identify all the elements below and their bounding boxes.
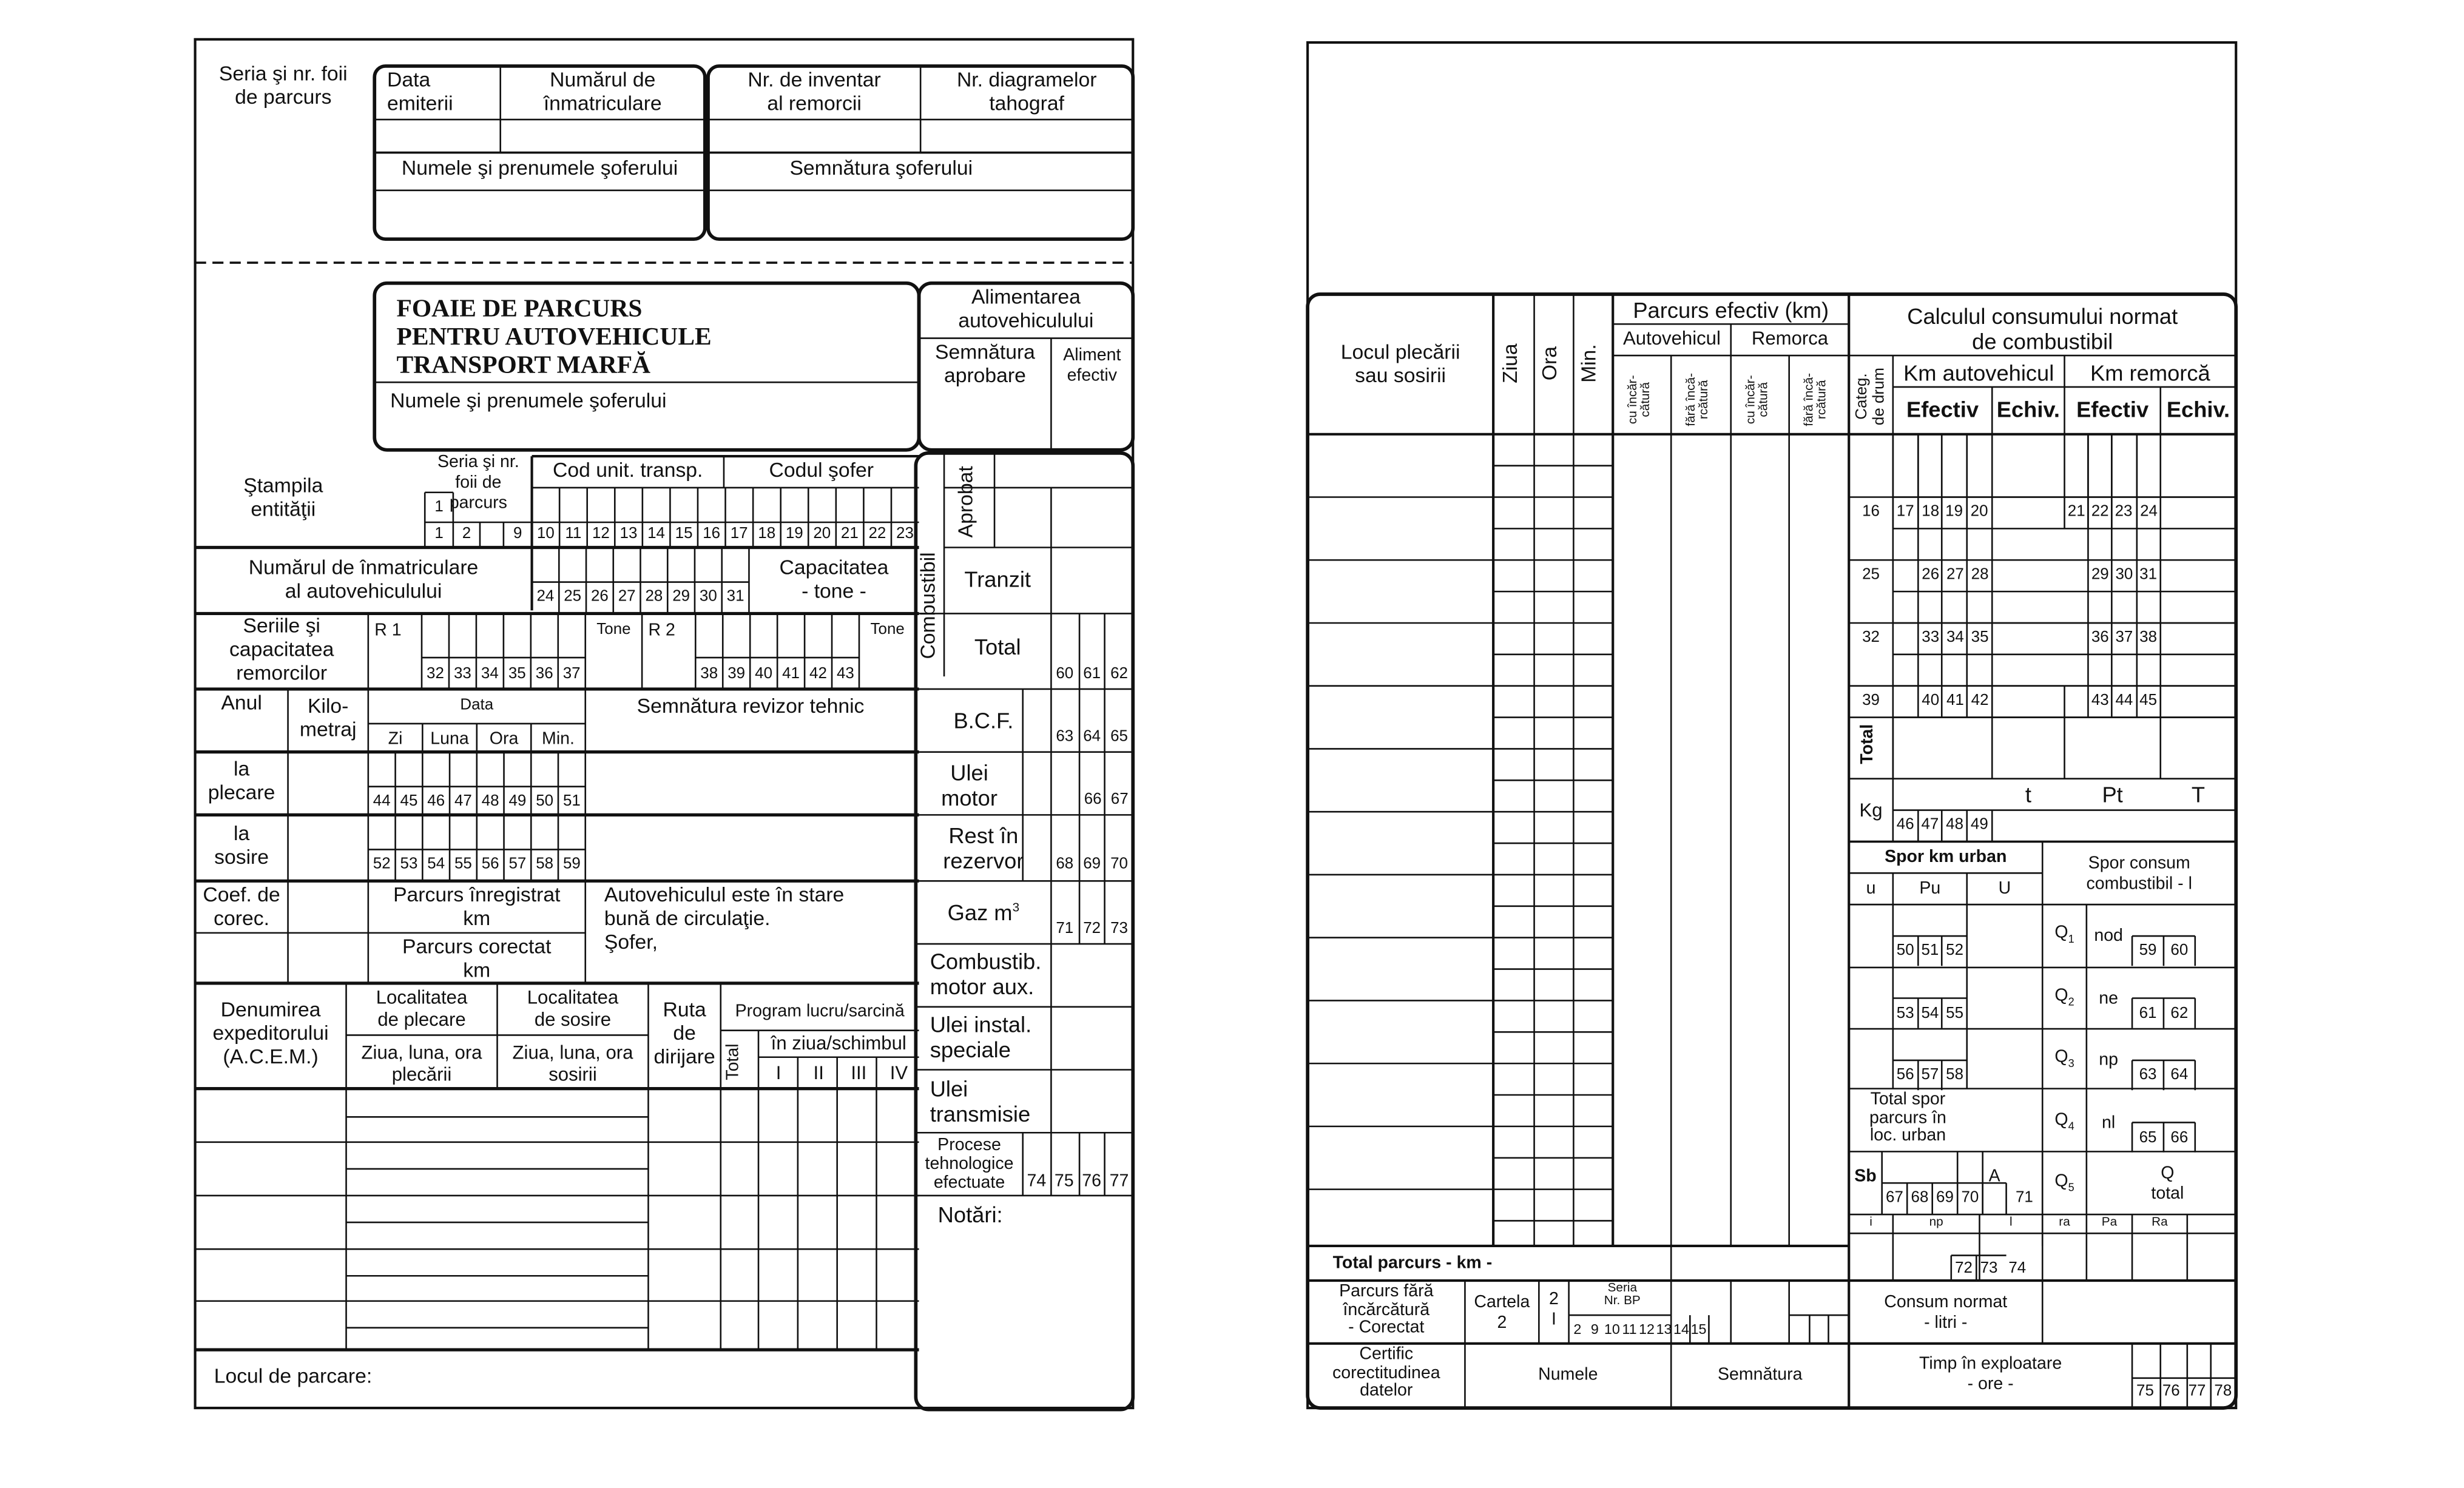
code-2: 2 <box>462 525 471 543</box>
date-column-label: Min. <box>542 730 575 749</box>
date-column-label: Ora <box>489 730 519 749</box>
title-driver-name: Numele şi prenumele şoferului <box>390 388 667 412</box>
series-bp-number: 13 <box>1656 1321 1672 1338</box>
urban-km-label: Spor km urban <box>1885 847 2007 867</box>
urban-number: 58 <box>1946 1066 1964 1084</box>
code-number: 21 <box>840 525 859 543</box>
time-number: 75 <box>2136 1382 2154 1401</box>
bottom-label: i <box>1869 1214 1872 1229</box>
route-total-label: Total <box>723 1043 743 1080</box>
trailer-km-number: 30 <box>2115 566 2133 584</box>
road-category-number: 16 <box>1862 503 1880 521</box>
vehicle-numbers <box>532 588 749 606</box>
gas-unit: Gaz m <box>947 900 1013 925</box>
tone2-label: Tone <box>870 621 905 639</box>
departure-number: 49 <box>508 793 527 810</box>
code-number: 22 <box>868 525 886 543</box>
processes-label: Procese tehnologice efectuate <box>925 1136 1014 1193</box>
correction-coef-label: Coef. de corec. <box>203 882 280 930</box>
fuel-number: 63 <box>1056 728 1074 746</box>
vehicle-number: 26 <box>590 588 609 606</box>
fuel-number: 65 <box>1110 728 1128 746</box>
vehicle-km-number: 19 <box>1945 503 1963 521</box>
pt-label: Pt <box>2102 781 2123 807</box>
corrected-km-label: Parcurs corectat km <box>402 934 552 982</box>
vehicle-registration-label: Numărul de înmatriculare al autovehiculului <box>248 555 479 603</box>
sb-number: 69 <box>1936 1189 1954 1207</box>
series-bp-numbers <box>1569 1321 1707 1337</box>
actual-supply-label: Aliment efectiv <box>1063 346 1121 385</box>
routing-label: Ruta de dirijare <box>653 997 715 1068</box>
q-letter: Q <box>2054 1048 2068 1067</box>
bottom-label: Pa <box>2101 1214 2118 1229</box>
fuel-number: 69 <box>1083 855 1101 874</box>
kg-label: Kg <box>1859 799 1883 821</box>
fuel-number: 73 <box>1110 920 1128 938</box>
trailer-km-number: 45 <box>2139 692 2158 710</box>
certify-label: Certific corectitudinea datelor <box>1332 1345 1440 1401</box>
date-emission-label: Data emiterii <box>386 67 453 115</box>
total-km-label: Total parcurs - km - <box>1332 1253 1493 1273</box>
fuel-supply-title: Alimentarea autovehiculului <box>958 284 1094 332</box>
driver-signature-field[interactable] <box>708 192 1133 239</box>
q-sublabel: nl <box>2102 1113 2116 1132</box>
shift-label: II <box>813 1062 824 1084</box>
vehicle-km-number: 41 <box>1946 692 1964 710</box>
road-category-number: 39 <box>1862 692 1880 710</box>
fuel-label: Combustibil <box>916 552 940 659</box>
trailer-number: 41 <box>782 665 800 683</box>
code-number: 19 <box>785 525 803 543</box>
driver-name-label: Numele şi prenumele şoferului <box>401 155 678 180</box>
year-label: Anul <box>221 690 262 715</box>
date-columns <box>368 730 586 749</box>
vehicle-km-number: 42 <box>1971 692 1989 710</box>
q-total-label: Q total <box>2151 1164 2184 1204</box>
vehicle-unloaded-label: fără încă- rcătură <box>1683 372 1712 426</box>
vehicle-km-number: 27 <box>1946 566 1964 584</box>
road-category-number: 32 <box>1862 629 1880 647</box>
trailer-km-number: 31 <box>2139 566 2158 584</box>
bottom-number: 72 <box>1955 1260 1973 1278</box>
series-bp-number: 2 <box>1573 1321 1582 1338</box>
tank-rest-numbers <box>1051 856 1133 874</box>
trailer-inventory-label: Nr. de inventar al remorcii <box>748 67 881 115</box>
fuel-number: 77 <box>1109 1172 1129 1191</box>
inspector-signature-label: Semnătura revizor tehnic <box>636 693 865 718</box>
time-number: 76 <box>2162 1382 2180 1401</box>
departure-numbers <box>368 793 586 810</box>
code-numbers <box>532 525 919 543</box>
shift-label: III <box>851 1062 867 1084</box>
trailer-number: 43 <box>836 665 854 683</box>
min-label: Min. <box>1576 344 1601 383</box>
fuel-number: 64 <box>1083 728 1101 746</box>
kg-number: 49 <box>1970 816 1988 834</box>
road-category-number: 25 <box>1862 566 1880 584</box>
q-sublabel: ne <box>2099 988 2119 1008</box>
arrival-locality-label: Localitatea de sosire <box>527 986 619 1031</box>
bottom-label: ra <box>2059 1214 2070 1229</box>
shift-label: IV <box>889 1062 908 1084</box>
code-1: 1 <box>434 525 444 543</box>
day-label: Ziua <box>1497 343 1522 383</box>
trailer-number: 38 <box>700 665 718 683</box>
capacity-label: Capacitatea - tone - <box>779 555 889 603</box>
a-number: 71 <box>2015 1189 2033 1207</box>
fuel-number: 60 <box>1056 665 1074 683</box>
departure-number: 50 <box>536 793 554 810</box>
code-number: 10 <box>536 525 555 543</box>
arrival-label: la sosire <box>214 821 269 869</box>
km-label: Kilo- metraj <box>299 693 357 741</box>
series-number-header: Seria şi nr. foii de parcurs <box>437 453 519 514</box>
sender-label: Denumirea expeditorului (A.C.E.M.) <box>212 997 329 1068</box>
r1-label: R 1 <box>374 621 402 641</box>
series-bp-number: 9 <box>1590 1321 1599 1338</box>
kg-number: 46 <box>1896 816 1914 834</box>
q-label <box>2042 1110 2087 1134</box>
code-number: 18 <box>758 525 776 543</box>
code-number: 15 <box>675 525 693 543</box>
trailer-km-number: 36 <box>2091 629 2109 647</box>
trailer-km-number: 29 <box>2091 566 2109 584</box>
q-number: 62 <box>2170 1004 2189 1022</box>
arrival-numbers <box>368 856 586 874</box>
q-label <box>2042 1172 2087 1196</box>
time-numbers <box>2132 1383 2236 1401</box>
trailer-number: 42 <box>809 665 827 683</box>
q-subscript: 3 <box>2068 1059 2074 1070</box>
registration-label: Numărul de înmatriculare <box>543 67 662 115</box>
q-number: 61 <box>2139 1004 2157 1022</box>
trailer-km-number: 21 <box>2067 503 2085 521</box>
date-column-label: Luna <box>430 730 469 749</box>
vehicle-km-number: 20 <box>1970 503 1988 521</box>
q-number: 63 <box>2139 1066 2157 1084</box>
time-number: 78 <box>2214 1382 2232 1401</box>
notes-label: Notări: <box>937 1202 1003 1227</box>
sb-label: Sb <box>1854 1167 1877 1187</box>
fuel-number: 62 <box>1110 665 1128 683</box>
fuel-number: 72 <box>1083 920 1101 938</box>
departure-number: 47 <box>454 793 472 810</box>
sb-number: 67 <box>1886 1189 1903 1207</box>
total-fuel-label: Total <box>974 634 1021 659</box>
km-trailer-label: Km remorcă <box>2090 360 2210 386</box>
urban-number: 57 <box>1921 1066 1939 1084</box>
q-subscript: 5 <box>2068 1183 2074 1194</box>
departure-number: 45 <box>400 793 418 810</box>
fuel-number: 70 <box>1110 855 1128 874</box>
sb-number: 68 <box>1911 1189 1929 1207</box>
tone1-label: Tone <box>596 621 631 639</box>
km-vehicle-label: Km autovehicul <box>1903 360 2054 386</box>
aux-fuel-label: Combustib. motor aux. <box>930 948 1042 1000</box>
fuel-number: 76 <box>1082 1172 1102 1191</box>
urban-number: 50 <box>1896 942 1914 960</box>
tachograph-label: Nr. diagramelor tahograf <box>956 67 1097 115</box>
arrival-number: 53 <box>400 855 418 874</box>
urban-number: 52 <box>1946 942 1964 960</box>
series-bp-number: 14 <box>1673 1321 1690 1338</box>
actual-km-label: Parcurs efectiv (km) <box>1633 297 1829 323</box>
tank-rest-label: Rest în rezervor <box>943 823 1024 874</box>
vehicle-loaded-label: cu încăr- cătură <box>1625 375 1653 425</box>
recorded-km-label: Parcurs înregistrat km <box>393 882 561 930</box>
fuel-number: 68 <box>1056 855 1074 874</box>
arrival-number: 58 <box>536 855 554 874</box>
r2-label: R 2 <box>648 621 675 641</box>
q-subscript: 4 <box>2068 1121 2074 1133</box>
bottom-label: Ra <box>2152 1214 2168 1229</box>
sb-number: 70 <box>1961 1189 1979 1207</box>
arrival-number: 54 <box>427 855 445 874</box>
vehicle-number: 25 <box>564 588 582 606</box>
vehicle-km-number: 28 <box>1971 566 1989 584</box>
q-number: 65 <box>2139 1128 2157 1146</box>
arrival-number: 57 <box>508 855 527 874</box>
road-category-label: Categ. de drum <box>1854 367 1888 426</box>
q-number: 59 <box>2139 942 2157 960</box>
departure-number: 48 <box>481 793 499 810</box>
vehicle-km-number: 26 <box>1922 566 1940 584</box>
trailer-number: 34 <box>481 665 499 683</box>
trailer-number: 37 <box>562 665 581 683</box>
trailer-km-number: 23 <box>2115 503 2133 521</box>
urban-consumption-label: Spor consum combustibil - l <box>2086 854 2192 894</box>
vehicle-efectiv-label: Efectiv <box>1906 396 1979 422</box>
q-letter: Q <box>2054 923 2068 943</box>
arrival-number: 52 <box>373 855 391 874</box>
code-number: 14 <box>647 525 665 543</box>
processes-numbers <box>1023 1172 1133 1191</box>
driver-code-label: Codul şofer <box>769 457 874 482</box>
gas-numbers <box>1051 920 1133 938</box>
urban-number: 56 <box>1896 1066 1914 1084</box>
tt-label: T <box>2191 781 2206 807</box>
shift-label: I <box>775 1062 781 1084</box>
bottom-label: np <box>1929 1214 1943 1229</box>
fuel-number: 66 <box>1084 791 1102 809</box>
vehicle-km-number: 35 <box>1971 629 1989 647</box>
t-label: t <box>2025 781 2031 807</box>
code-number: 13 <box>619 525 638 543</box>
q-label <box>2042 1048 2087 1072</box>
code-number: 11 <box>565 525 582 543</box>
kg-number: 48 <box>1946 816 1964 834</box>
driver-name-field[interactable] <box>374 192 705 239</box>
name-label: Numele <box>1538 1365 1598 1385</box>
trailer-km-number: 22 <box>2091 503 2109 521</box>
q-number: 60 <box>2170 942 2189 960</box>
shift-columns <box>758 1062 919 1084</box>
q-subscript: 1 <box>2068 934 2074 946</box>
vehicle-label: Autovehicul <box>1623 327 1721 349</box>
q-label <box>2042 986 2087 1010</box>
vehicle-km-number: 17 <box>1896 503 1914 521</box>
fuel-number: 75 <box>1054 1172 1074 1191</box>
code-number: 20 <box>813 525 831 543</box>
calc-total-label: Total <box>1858 724 1877 764</box>
urban-total-label: Total spor parcurs în loc. urban <box>1869 1090 1946 1146</box>
code-number: 12 <box>592 525 610 543</box>
q-sublabel: np <box>2099 1051 2119 1070</box>
hour-label: Ora <box>1537 346 1561 381</box>
driver-signature-label: Semnătura şoferului <box>789 155 973 180</box>
series-bp-number: 15 <box>1690 1321 1707 1338</box>
code-number: 16 <box>703 525 721 543</box>
trailer-number: 39 <box>727 665 746 683</box>
engine-oil-label: Ulei motor <box>941 759 997 810</box>
date-column-label: Zi <box>388 730 403 749</box>
date-label: Data <box>460 696 494 715</box>
trailer-unloaded-label: fără încă- rcătură <box>1801 372 1829 426</box>
bottom-number: 74 <box>2008 1260 2027 1278</box>
vehicle-km-number: 33 <box>1922 629 1940 647</box>
urban-col-uu: U <box>1998 879 2011 898</box>
form-title-3: TRANSPORT MARFĂ <box>396 352 651 380</box>
urban-number: 51 <box>1921 942 1939 960</box>
urban-number: 54 <box>1921 1004 1939 1022</box>
gas-label <box>916 900 1051 925</box>
fuel-total-numbers <box>1051 665 1133 683</box>
q-letter: Q <box>2054 1109 2068 1129</box>
q-label <box>2042 923 2087 948</box>
departure-number: 46 <box>427 793 445 810</box>
urban-col-u: u <box>1866 879 1876 898</box>
signature-label: Semnătura <box>1717 1365 1803 1385</box>
urban-number: 55 <box>1946 1004 1964 1022</box>
trailer-number: 36 <box>535 665 553 683</box>
calc-title: Calculul consumului normat de combustibil <box>1907 303 2178 354</box>
vehicle-km-number: 18 <box>1922 503 1940 521</box>
q-number: 64 <box>2170 1066 2189 1084</box>
fuel-number: 71 <box>1056 920 1074 938</box>
trailer-loaded-label: cu încăr- cătură <box>1743 375 1771 425</box>
trailer-km-number: 24 <box>2140 503 2158 521</box>
q-letter: Q <box>2054 985 2068 1005</box>
gas-superscript: 3 <box>1012 900 1020 915</box>
place-label: Locul plecării sau sosirii <box>1340 340 1460 387</box>
trailer-number: 40 <box>755 665 773 683</box>
vehicle-echiv-label: Echiv. <box>1996 396 2061 422</box>
parking-label: Locul de parcare: <box>214 1364 373 1388</box>
card-label: Cartela 2 <box>1474 1293 1530 1332</box>
trailer-km-number: 37 <box>2115 629 2133 647</box>
code-number: 17 <box>730 525 748 543</box>
trailer-km-number: 44 <box>2115 692 2133 710</box>
card-2-label: 2 I <box>1549 1290 1559 1329</box>
trailer-number: 35 <box>508 665 526 683</box>
bcf-label: B.C.F. <box>953 708 1014 733</box>
vehicle-number: 29 <box>672 588 690 606</box>
vehicle-km-number: 34 <box>1946 629 1964 647</box>
road-worthy-statement: Autovehiculul este în stare bună de circulaţie. Şofer, <box>604 882 845 954</box>
vehicle-number: 28 <box>645 588 663 606</box>
code-9: 9 <box>513 525 522 543</box>
q-letter: Q <box>2054 1172 2068 1191</box>
vehicle-number: 30 <box>699 588 717 606</box>
fuel-number: 61 <box>1083 665 1101 683</box>
q-sublabel: nod <box>2094 926 2123 946</box>
vehicle-km-number: 40 <box>1922 692 1940 710</box>
arrival-number: 56 <box>481 855 499 874</box>
series-label: Seria şi nr. foii de parcurs <box>218 61 348 109</box>
trailers-label: Seriile şi capacitatea remorcilor <box>229 613 334 684</box>
bottom-label: l <box>2010 1214 2013 1229</box>
code-1-top: 1 <box>434 499 444 516</box>
time-number: 77 <box>2188 1382 2206 1401</box>
fuel-number: 74 <box>1027 1172 1047 1191</box>
approval-signature-label: Semnătura aprobare <box>935 340 1035 387</box>
trailer-echiv-label: Echiv. <box>2166 396 2230 422</box>
a-label: A <box>1988 1167 2000 1187</box>
arrival-number: 59 <box>562 855 581 874</box>
trailer-efectiv-label: Efectiv <box>2076 396 2149 422</box>
bcf-numbers <box>1051 729 1133 746</box>
code-number: 23 <box>896 525 914 543</box>
departure-number: 51 <box>562 793 581 810</box>
trailer-km-number: 43 <box>2091 692 2109 710</box>
urban-number: 53 <box>1896 1004 1914 1022</box>
departure-label: la plecare <box>208 756 275 804</box>
bottom-number: 73 <box>1980 1260 1998 1278</box>
departure-number: 44 <box>373 793 391 810</box>
q-number: 66 <box>2170 1128 2189 1146</box>
series-bp-number: 11 <box>1622 1321 1637 1338</box>
departure-locality-label: Localitatea de plecare <box>376 986 468 1031</box>
series-bp-label: Seria Nr. BP <box>1604 1281 1641 1308</box>
arrival-number: 55 <box>454 855 472 874</box>
urban-col-pu: Pu <box>1919 879 1941 898</box>
unloaded-corrected-label: Parcurs fără încărcătură - Corectat <box>1339 1282 1434 1338</box>
transmission-oil-label: Ulei transmisie <box>930 1076 1031 1127</box>
engine-oil-numbers <box>1079 791 1133 809</box>
per-day-label: în ziua/schimbul <box>771 1032 906 1054</box>
trailer1-numbers <box>422 665 586 683</box>
form-title-2: PENTRU AUTOVEHICULE <box>396 324 712 351</box>
departure-when-label: Ziua, luna, ora plecării <box>361 1041 482 1085</box>
program-label: Program lucru/sarcină <box>735 1002 905 1022</box>
normed-consumption-label: Consum normat - litri - <box>1884 1293 2008 1332</box>
trailer-label: Remorca <box>1751 327 1829 349</box>
arrival-when-label: Ziua, luna, ora sosirii <box>512 1041 633 1085</box>
vehicle-number: 24 <box>536 588 555 606</box>
transit-label: Tranzit <box>964 566 1031 592</box>
stamp-label: Ştampila entităţii <box>243 473 323 521</box>
q-subscript: 2 <box>2068 997 2074 1008</box>
trailer-number: 33 <box>453 665 471 683</box>
fuel-number: 67 <box>1110 791 1129 809</box>
transport-unit-code-label: Cod unit. transp. <box>553 457 703 482</box>
trailer-number: 32 <box>427 665 444 683</box>
series-bp-number: 12 <box>1638 1321 1655 1338</box>
kg-number: 47 <box>1921 816 1939 834</box>
trailer-km-number: 38 <box>2139 629 2158 647</box>
series-bp-number: 10 <box>1604 1321 1620 1338</box>
form-title-1: FOAIE DE PARCURS <box>396 295 643 323</box>
approved-label: Aprobat <box>953 466 977 538</box>
special-oil-label: Ulei instal. speciale <box>930 1011 1032 1062</box>
vehicle-number: 27 <box>618 588 636 606</box>
vehicle-number: 31 <box>726 588 744 606</box>
operating-time-label: Timp în exploatare - ore - <box>1919 1354 2062 1393</box>
trailer2-numbers <box>695 665 859 683</box>
